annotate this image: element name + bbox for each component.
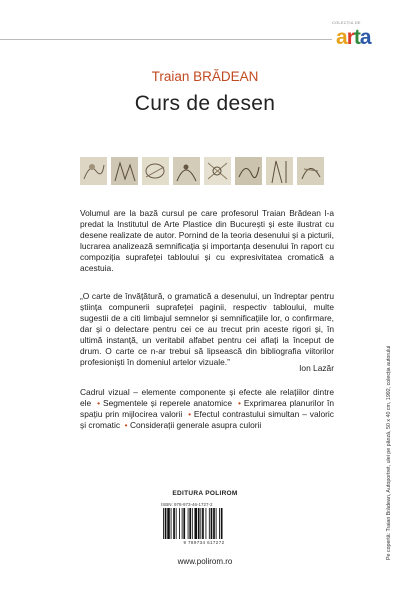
contents-item: Efectul contrastului simultan – valoric și cromatic <box>80 409 334 430</box>
author-name: Traian BRĂDEAN <box>151 69 259 84</box>
quote-author: Ion Lazăr <box>299 363 334 373</box>
barcode-number: 9 789734 617272 <box>183 540 225 545</box>
contents-intro: Cadrul vizual – elemente componente și efecte ale relațiilor dintre ele <box>80 387 334 408</box>
series-logo <box>332 20 380 60</box>
description-paragraph: Volumul are la bază cursul pe care profesorul Traian Brădean l-a predat la Institutul de Arte Plastice din București și este ilustrat cu desene realizate de autor. Pornind de la teoria desenului și a picturii, lucrarea analizează semnificația și importanța desenului în raport cu compoziția suprafeței tabloului și cu expresivitatea cromatică a acestuia. <box>80 208 334 273</box>
drawing-thumbnail-1 <box>80 157 107 185</box>
series-logo-caption: COLECȚIA DE <box>332 20 361 25</box>
contents-item: Considerații generale asupra culorii <box>129 420 262 430</box>
arta-logo-wordmark: arta <box>336 26 371 49</box>
drawing-thumbnail-8 <box>297 157 324 185</box>
drawing-thumbnail-6 <box>235 157 262 185</box>
barcode <box>161 508 247 539</box>
contents-list: Cadrul vizual – elemente componente și efecte ale relațiilor dintre ele • Segmentele și reperele anatomice • Exprimarea planurilor în spațiu prin mijlocirea valorii • Efectul contrastului simultan – valoric și cromatic • Considerații generale asupra culorii <box>80 387 335 430</box>
drawing-thumbnail-3 <box>142 157 169 185</box>
drawing-thumbnail-5 <box>204 157 231 185</box>
book-title: Curs de desen <box>134 92 276 115</box>
contents-item: Exprimarea planurilor în spațiu prin mijlocirea valorii <box>80 398 335 419</box>
drawing-thumbnail-7 <box>266 157 293 185</box>
isbn-label: ISBN: 978-973-46-1727-2 <box>161 502 213 507</box>
top-rule <box>0 39 332 40</box>
contents-item: Segmentele și reperele anatomice <box>103 398 233 408</box>
drawing-thumbnail-2 <box>111 157 138 185</box>
publisher-website: www.polirom.ro <box>177 557 233 566</box>
review-quote: „O carte de învățătură, o gramatică a desenului, un îndreptar pentru știința compunerii suprafeței paginii, respectiv tabloului, multe sugestii de a citi limbajul semnelor și semnificațiile lor, o confirmare, dar și o delectare pentru cei ce au trecut prin aceste rigori și, în ultimă instanță, un veritabil alfabet pentru cei aflați la început de drum. O carte ce n-ar trebui să lipsească din bibliografia viitorilor profesioniști în domeniul artelor vizuale.” <box>80 291 334 367</box>
drawing-thumbnail-4 <box>173 157 200 185</box>
cover-credit: Pe copertă: Traian Brădean, Autoportret, ulei pe pânză, 50 x 40 cm, 1992, colecția autorului <box>386 345 392 560</box>
drawing-thumbnails-strip <box>80 157 330 185</box>
publisher-name: EDITURA POLIROM <box>172 490 238 497</box>
